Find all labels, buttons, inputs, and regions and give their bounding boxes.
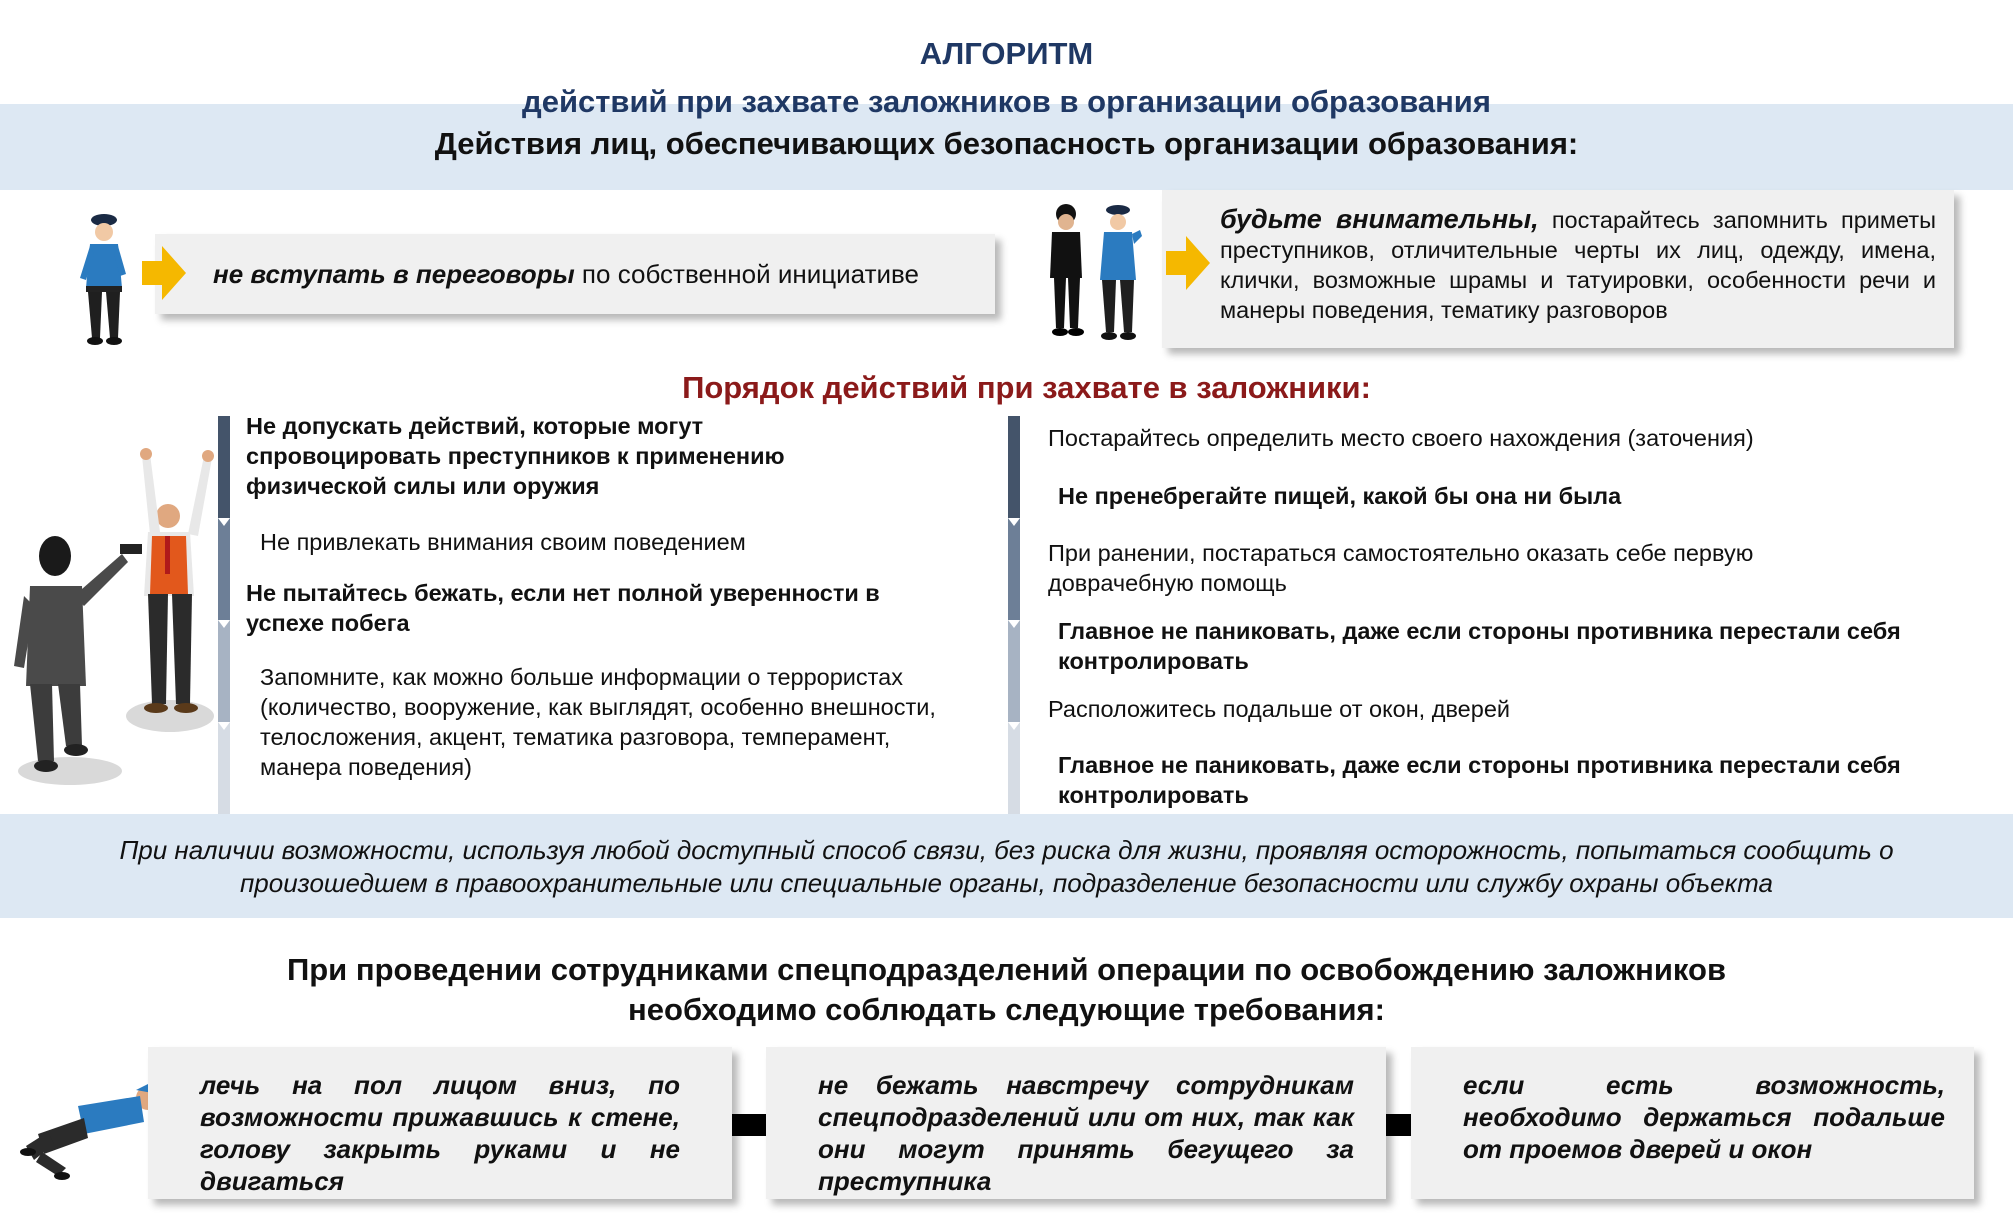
right-item-1: Постарайтесь определить место своего нахождения (заточения): [1048, 425, 1754, 451]
security-guard-icon: [68, 208, 138, 348]
right-item-4: Главное не паниковать, даже если стороны противника перестали себя контролировать: [1058, 618, 1901, 674]
contact-note-text: При наличии возможности, используя любой доступный способ связи, без риска для жизни, проявляя осторожность, попытаться сообщить о произошедшем в правоохранительные или специальные органы, подразделение безопасности или службу охраны объекта: [119, 835, 1894, 898]
right-item-2: Не пренебрегайте пищей, какой бы она ни была: [1058, 483, 1622, 509]
page-subtitle: действий при захвате заложников в организации образования: [522, 84, 1491, 119]
requirement-text-2: не бежать навстречу сотрудникам спецподразделений или от них, так как они могут принять бегущего за преступника: [818, 1070, 1354, 1196]
arrow-right-icon: [1166, 236, 1210, 290]
hostage-procedure-heading: Порядок действий при захвате в заложники:: [682, 370, 1371, 405]
operation-heading-line-2: необходимо соблюдать следующие требования:: [628, 992, 1385, 1027]
right-item-3: При ранении, постараться самостоятельно оказать себе первую доврачебную помощь: [1048, 540, 1754, 596]
requirement-text-3: если есть возможность, необходимо держаться подальше от проемов дверей и окон: [1463, 1070, 1945, 1164]
operation-requirements-heading: [0, 950, 2013, 1030]
two-guards-icon: [1040, 200, 1150, 345]
hostage-scene-icon: [10, 446, 215, 786]
left-item-4: Запомните, как можно больше информации о террористах (количество, вооружение, как выглядят, особенно внешности, телосложения, акцент, тематика разговора, темперамент, манера поведения): [260, 664, 936, 780]
arrow-right-icon: [142, 246, 186, 300]
security-staff-heading: Действия лиц, обеспечивающих безопасность организации образования:: [434, 126, 1579, 161]
right-item-6: Главное не паниковать, даже если стороны противника перестали себя контролировать: [1058, 752, 1901, 808]
left-item-3: Не пытайтесь бежать, если нет полной уверенности в успехе побега: [246, 580, 880, 636]
right-timeline-rail: [1008, 416, 1020, 824]
no-negotiation-text: не вступать в переговоры по собственной инициативе: [213, 259, 919, 289]
left-timeline-rail: [218, 416, 230, 824]
left-item-1: Не допускать действий, которые могут спровоцировать преступников к применению физической силы или оружия: [246, 413, 785, 499]
left-item-2: Не привлекать внимания своим поведением: [260, 529, 746, 555]
right-item-5: Расположитесь подальше от окон, дверей: [1048, 696, 1511, 722]
requirement-text-1: лечь на пол лицом вниз, по возможности прижавшись к стене, голову закрыть руками и не двигаться: [200, 1070, 680, 1196]
operation-heading-line-1: При проведении сотрудниками спецподразделений операции по освобождению заложников: [286, 952, 1727, 987]
card-connector: [730, 1114, 766, 1136]
be-attentive-text: будьте внимательны, постарайтесь запомнить приметы преступников, отличительные черты их лиц, одежду, имена, клички, возможные шрамы и татуировки, особенности речи и манеры поведения, тематику разговоров: [1220, 204, 1936, 323]
page-title: АЛГОРИТМ: [919, 36, 1094, 71]
card-connector: [1385, 1114, 1411, 1136]
